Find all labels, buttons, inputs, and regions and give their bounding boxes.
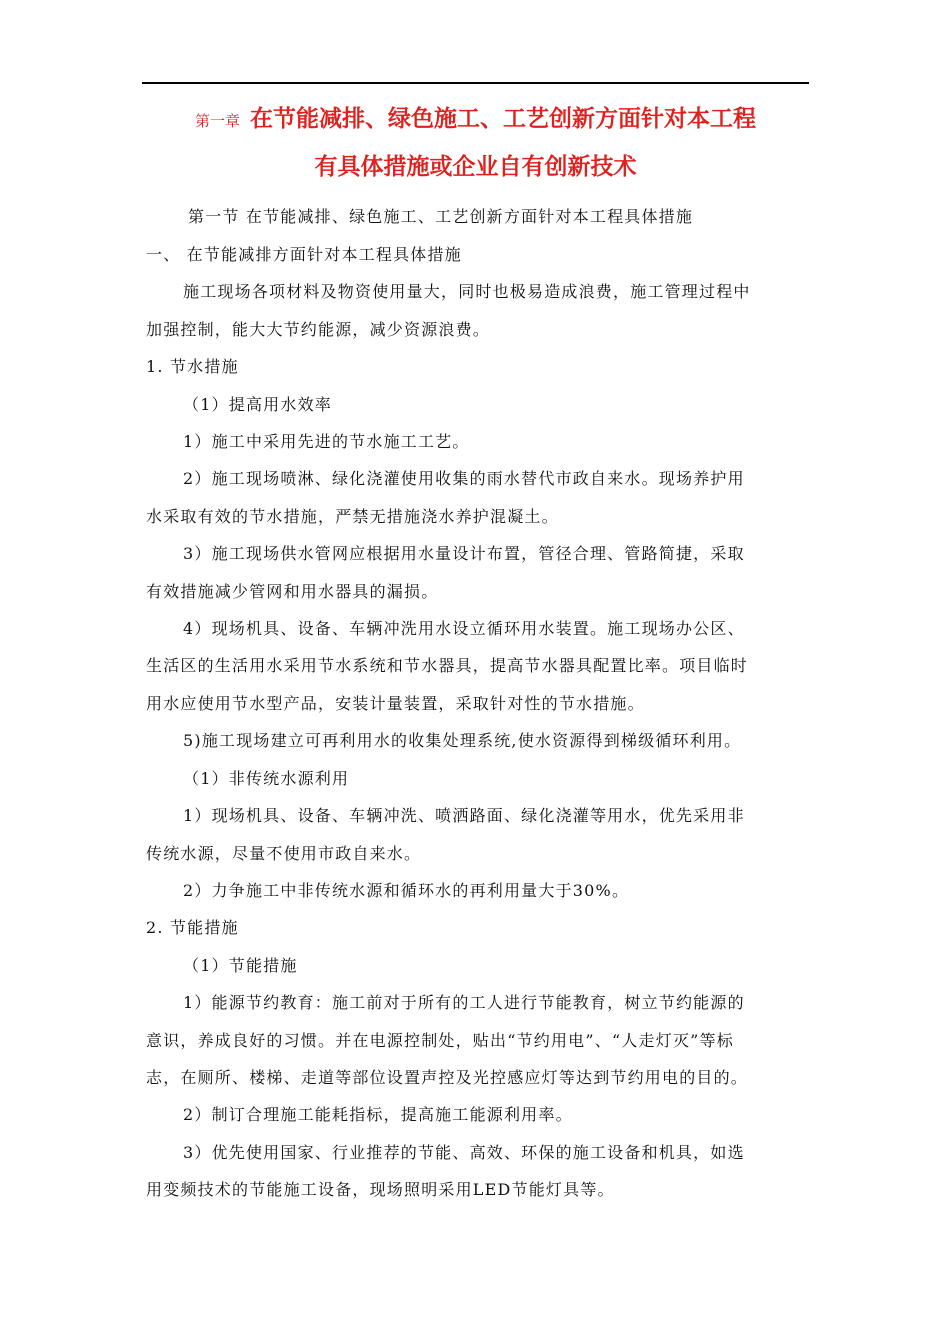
body-line: 水采取有效的节水措施，严禁无措施浇水养护混凝土。: [146, 507, 559, 526]
chapter-title-line-2: 有具体措施或企业自有创新技术: [314, 154, 637, 180]
body-line: 1）施工中采用先进的节水施工工艺。: [183, 432, 470, 451]
body-line: 4）现场机具、设备、车辆冲洗用水设立循环用水装置。施工现场办公区、: [183, 619, 745, 638]
section-heading: 第一节 在节能减排、绿色施工、工艺创新方面针对本工程具体措施: [188, 207, 694, 226]
body-line: 生活区的生活用水采用节水系统和节水器具，提高节水器具配置比率。项目临时: [146, 656, 749, 675]
chapter-title-line-1: [142, 104, 809, 136]
body-line: 1）现场机具、设备、车辆冲洗、喷洒路面、绿化浇灌等用水，优先采用非: [183, 806, 745, 825]
list-heading: 2. 节能措施: [146, 918, 239, 937]
body-line: 用水应使用节水型产品，安装计量装置，采取针对性的节水措施。: [146, 694, 645, 713]
body-line: 5)施工现场建立可再利用水的收集处理系统,使水资源得到梯级循环利用。: [183, 731, 742, 750]
body-line: 2）制订合理施工能耗指标，提高施工能源利用率。: [183, 1105, 573, 1124]
sub-heading: （1）提高用水效率: [183, 395, 332, 414]
sub-heading: （1）节能措施: [183, 956, 298, 975]
chapter-title-text-1: 在节能减排、绿色施工、工艺创新方面针对本工程: [250, 106, 756, 132]
sub-heading: （1）非传统水源利用: [183, 769, 350, 788]
header-rule: [142, 82, 809, 84]
body-line: 加强控制，能大大节约能源，减少资源浪费。: [146, 320, 491, 339]
body-line: 传统水源，尽量不使用市政自来水。: [146, 844, 422, 863]
body-line: 3）优先使用国家、行业推荐的节能、高效、环保的施工设备和机具，如选: [183, 1143, 745, 1162]
body-line: 3）施工现场供水管网应根据用水量设计布置，管径合理、管路简捷，采取: [183, 544, 745, 563]
body-line: 2）力争施工中非传统水源和循环水的再利用量大于30%。: [183, 881, 630, 900]
body-line: 2）施工现场喷淋、绿化浇灌使用收集的雨水替代市政自来水。现场养护用: [183, 469, 745, 488]
body-line: 志，在厕所、楼梯、走道等部位设置声控及光控感应灯等达到节约用电的目的。: [146, 1068, 749, 1087]
body-line: 1）能源节约教育：施工前对于所有的工人进行节能教育，树立节约能源的: [183, 993, 745, 1012]
body-line: 用变频技术的节能施工设备，现场照明采用LED节能灯具等。: [146, 1180, 615, 1199]
section-subheading: 一、 在节能减排方面针对本工程具体措施: [146, 245, 462, 264]
body-line: 意识，养成良好的习惯。并在电源控制处，贴出“节约用电”、“人走灯灭”等标: [146, 1031, 734, 1050]
body-line: 有效措施减少管网和用水器具的漏损。: [146, 582, 439, 601]
body-line: 施工现场各项材料及物资使用量大，同时也极易造成浪费，施工管理过程中: [183, 282, 751, 301]
list-heading: 1. 节水措施: [146, 357, 239, 376]
chapter-number: 第一章: [194, 112, 240, 130]
